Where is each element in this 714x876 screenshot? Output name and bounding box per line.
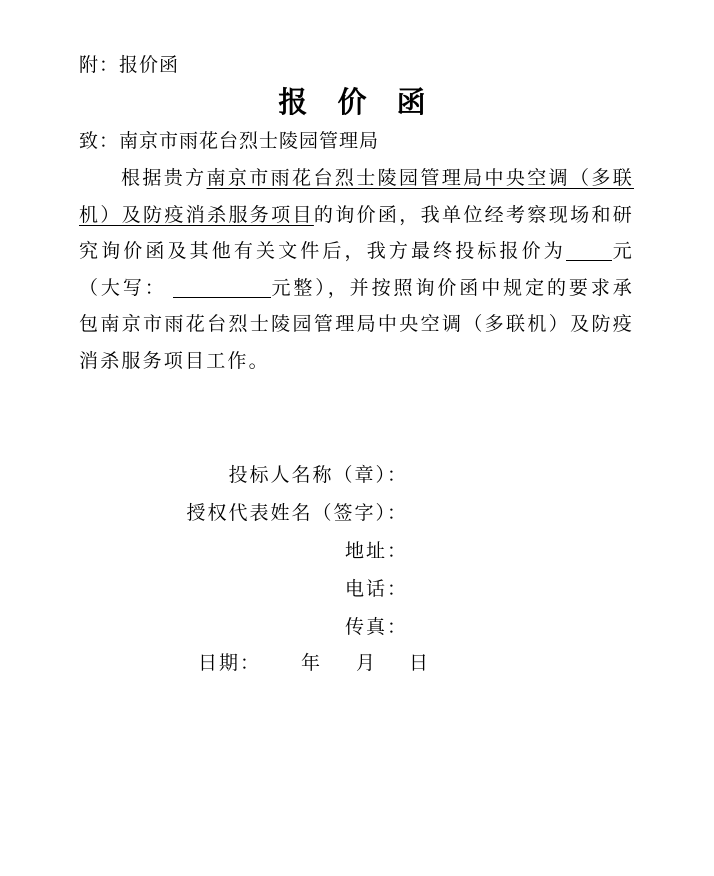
authorized-rep-label: 授权代表姓名（签字）：	[186, 502, 408, 524]
addressee-line: 致：南京市雨花台烈士陵园管理局	[79, 130, 380, 152]
date-row	[198, 648, 430, 675]
fax-label: 传真：	[344, 616, 408, 638]
capital-prefix: （大写：	[79, 276, 167, 299]
attachment-label: 附：报价函	[79, 54, 180, 76]
document-title: 报 价 函	[278, 85, 436, 119]
body-middle: 的询价函，我单位经考察现场和研究询价函及其他有关文件后，我方最终投标报价为	[79, 203, 634, 262]
date-month: 月	[356, 652, 378, 674]
date-label: 日期：	[198, 652, 262, 674]
project-name: 南京市雨花台烈士陵园管理局中央空调（多联机）及防疫消杀服务项目	[79, 167, 634, 226]
date-year: 年	[301, 652, 323, 674]
date-day: 日	[409, 652, 431, 674]
price-blank[interactable]	[566, 238, 612, 261]
body-paragraph	[79, 160, 634, 379]
unit-yuan: 元	[611, 240, 635, 262]
phone-label: 电话：	[344, 578, 408, 600]
body-intro: 根据贵方	[121, 167, 207, 189]
body-end: 元整），并按照询价函中规定的要求承包南京市雨花台烈士陵园管理局中央空调（多联机）及防疫消杀服务项目工作。	[79, 276, 634, 372]
bidder-name-label: 投标人名称（章）：	[228, 464, 408, 486]
address-label: 地址：	[344, 540, 408, 562]
capital-amount-blank[interactable]	[173, 275, 271, 298]
